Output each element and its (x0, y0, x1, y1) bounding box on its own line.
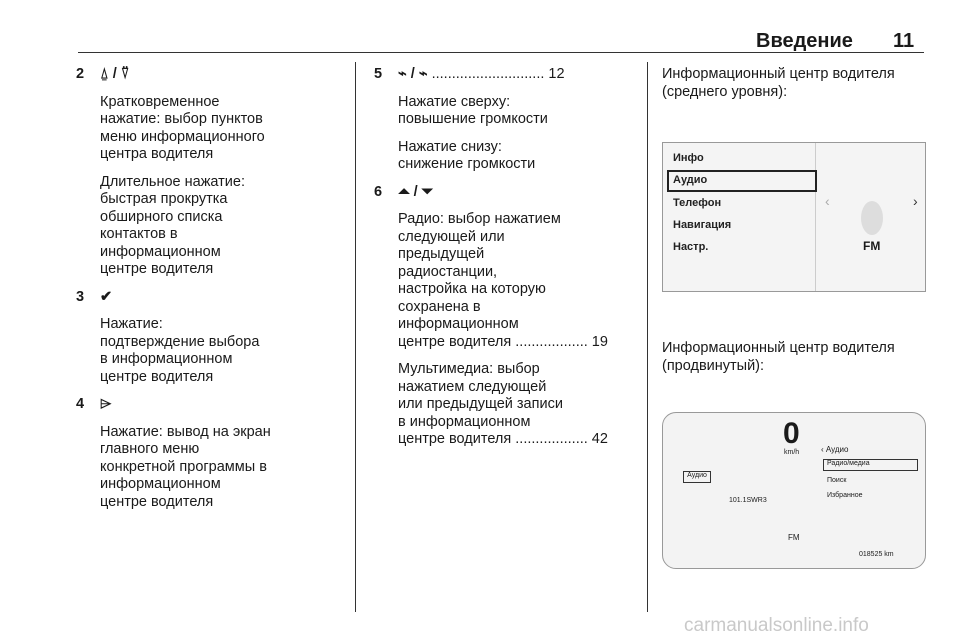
paragraph: Мультимедиа: выбор нажатием следующей или предыдущей записи в информационном центре водителя .................. 42 (398, 361, 608, 447)
item-6 (374, 183, 634, 449)
section-title: Введение (756, 30, 853, 52)
station-name: 101.1SWR3 (729, 497, 767, 504)
submenu-item: Поиск (827, 477, 847, 484)
seek-icon: ⏶ / ⏷ (398, 183, 434, 200)
item-4 (76, 396, 345, 511)
column-1 (76, 66, 345, 521)
item-number: 2 (76, 66, 85, 82)
paragraph: Кратковременное нажатие: выбор пунктов меню информационного центра водителя (100, 93, 265, 162)
volume-icon (398, 66, 634, 84)
menu-item: Навигация (673, 219, 732, 231)
column-divider-1 (355, 62, 356, 612)
checkmark-icon: ✔ (100, 288, 113, 305)
speed-unit: km/h (784, 449, 800, 456)
paragraph: Длительное нажатие: быстрая прокрутка обширного списка контактов в информационном центре водителя (100, 173, 245, 277)
menu-item: Инфо (673, 152, 704, 164)
menu-item: Настр. (673, 241, 709, 253)
antenna-icon (861, 201, 883, 235)
caption-mid-level: Информационный центр водителя (среднего уровня): (662, 66, 895, 100)
item-number: 3 (76, 288, 85, 305)
item-3 (76, 288, 345, 387)
caption-advanced: Информационный центр водителя (продвинутый): (662, 340, 895, 374)
item-number: 5 (374, 66, 383, 82)
paragraph: Нажатие: подтверждение выбора в информационном центре водителя (100, 316, 260, 385)
chevron-left-icon: ‹ (825, 193, 830, 209)
volume-icon-glyph: ⌁ / ⌁ (398, 66, 428, 82)
band-label: FM (863, 239, 881, 253)
menu-panel (663, 143, 816, 291)
watermark: carmanualsonline.info (684, 615, 869, 636)
column-divider-2 (647, 62, 648, 612)
band-label: FM (788, 533, 800, 542)
chevron-right-icon: › (913, 193, 918, 209)
page-number: 11 (893, 30, 915, 52)
dic-screen-advanced (662, 412, 926, 569)
dic-screen-mid (662, 142, 926, 292)
paragraph: Нажатие сверху: повышение громкости (398, 93, 548, 127)
item-2 (76, 66, 345, 279)
speed-value: 0 (783, 417, 800, 450)
paragraph: Радио: выбор нажатием следующей или предыдущей радиостанции, настройка на которую сохранена в информационном центре водителя .................. 19 (398, 211, 608, 350)
back-label: ‹ Аудио (821, 445, 849, 454)
menu-item: Телефон (673, 197, 722, 209)
page-ref: ............................ 12 (431, 66, 565, 82)
item-number: 6 (374, 183, 383, 200)
submenu-item: Избранное (827, 492, 863, 499)
arrow-up-down-icon: ⍙ / ⍢ (100, 66, 130, 82)
item-number: 4 (76, 396, 85, 412)
column-2 (374, 66, 634, 459)
menu-item-selected: Аудио (673, 174, 708, 186)
left-menu-selected: Аудио (683, 471, 711, 483)
paragraph: Нажатие: вывод на экран главного меню конкретной программы в информационном центре водителя (100, 423, 271, 510)
header-rule (78, 52, 924, 53)
item-5 (374, 66, 634, 174)
menu-arrow-icon: ⌲ (100, 396, 112, 412)
paragraph: Нажатие снизу: снижение громкости (398, 138, 536, 172)
odometer: 018525 km (859, 551, 894, 558)
submenu-selected: Радио/медиа (823, 459, 918, 471)
